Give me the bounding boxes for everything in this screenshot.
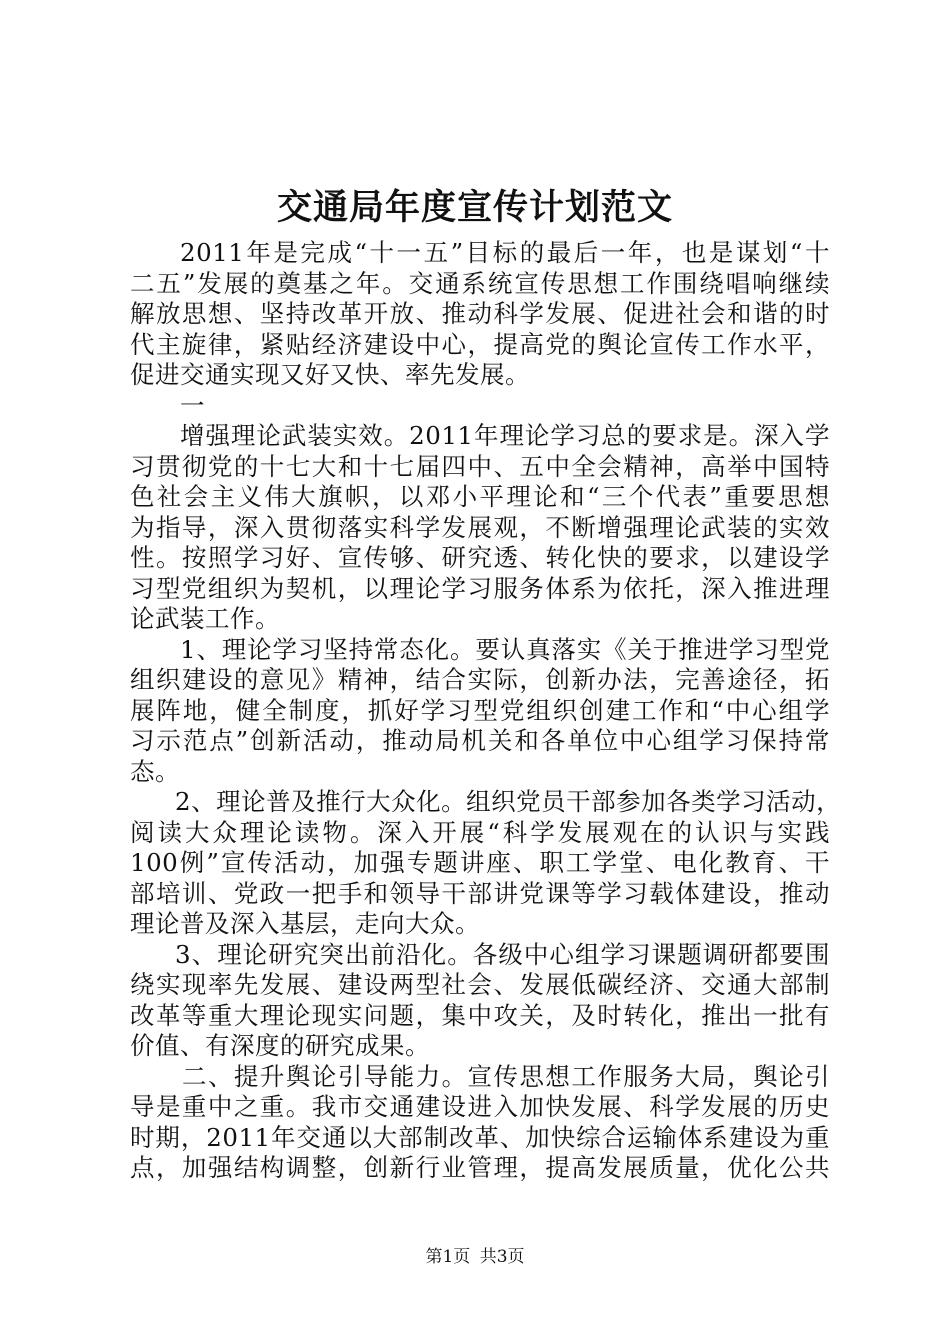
section-marker: 一 [180, 390, 205, 420]
body-line: 二五”发展的奠基之年。交通系统宣传思想工作围绕唱响继续 [130, 268, 830, 298]
body-line: 导是重中之重。我市交通建设进入加快发展、科学发展的历史 [130, 1092, 830, 1121]
body-line: 增强理论武装实效。2011年理论学习总的要求是。深入学 [180, 421, 830, 450]
body-line: 展阵地，健全制度，抓好学习型党组织创建工作和“中心组学 [130, 695, 830, 725]
body-line: 组织建设的意见》精神，结合实际，创新办法，完善途径，拓 [130, 665, 830, 694]
body-line: 3、理论研究突出前沿化。各级中心组学习课题调研都要围 [175, 939, 830, 969]
body-line: 改革等重大理论现实问题，集中攻关，及时转化，推出一批有 [130, 1000, 830, 1030]
body-line: 部培训、党政一把手和领导干部讲党课等学习载体建设，推动 [130, 878, 830, 908]
body-line: 性。按照学习好、宣传够、研究透、转化快的要求，以建设学 [130, 543, 830, 572]
body-line: 解放思想、坚持改革开放、推动科学发展、促进社会和谐的时 [130, 299, 830, 328]
body-line: 价值、有深度的研究成果。 [130, 1031, 430, 1060]
body-line: 1、理论学习坚持常态化。要认真落实《关于推进学习型党 [180, 634, 830, 664]
body-line: 习型党组织为契机，以理论学习服务体系为依托，深入推进理 [130, 573, 830, 603]
body-line: 时期，2011年交通以大部制改革、加快综合运输体系建设为重 [130, 1122, 830, 1152]
body-line: 促进交通实现又好又快、率先发展。 [130, 360, 530, 389]
body-line: 100例”宣传活动，加强专题讲座、职工学堂、电化教育、干 [130, 848, 830, 877]
body-line: 理论普及深入基层，走向大众。 [130, 909, 480, 938]
body-line: 为指导，深入贯彻落实科学发展观，不断增强理论武装的实效 [130, 512, 830, 542]
body-line: 习贯彻党的十七大和十七届四中、五中全会精神，高举中国特 [130, 451, 830, 481]
document-title: 交通局年度宣传计划范文 [276, 187, 673, 228]
body-line: 态。 [130, 756, 180, 786]
page-total: 共3页 [479, 1247, 525, 1267]
body-line: 论武装工作。 [130, 604, 280, 633]
document-body [130, 238, 842, 1184]
body-line: 2、理论普及推行大众化。组织党员干部参加各类学习活动， [175, 787, 842, 816]
body-line: 二、提升舆论引导能力。宣传思想工作服务大局，舆论引 [182, 1061, 830, 1091]
body-line: 2011年是完成“十一五”目标的最后一年，也是谋划“十 [180, 238, 830, 267]
body-line: 习示范点”创新活动，推动局机关和各单位中心组学习保持常 [130, 726, 830, 755]
body-line: 绕实现率先发展、建设两型社会、发展低碳经济、交通大部制 [130, 970, 830, 999]
body-line: 代主旋律，紧贴经济建设中心，提高党的舆论宣传工作水平， [130, 329, 830, 359]
page-number: 第1页 [425, 1247, 471, 1267]
body-line: 点，加强结构调整，创新行业管理，提高发展质量，优化公共 [130, 1153, 830, 1182]
page-footer [0, 1245, 950, 1269]
body-line: 阅读大众理论读物。深入开展“科学发展观在的认识与实践 [130, 817, 830, 847]
body-line: 色社会主义伟大旗帜，以邓小平理论和“三个代表”重要思想 [130, 482, 830, 511]
